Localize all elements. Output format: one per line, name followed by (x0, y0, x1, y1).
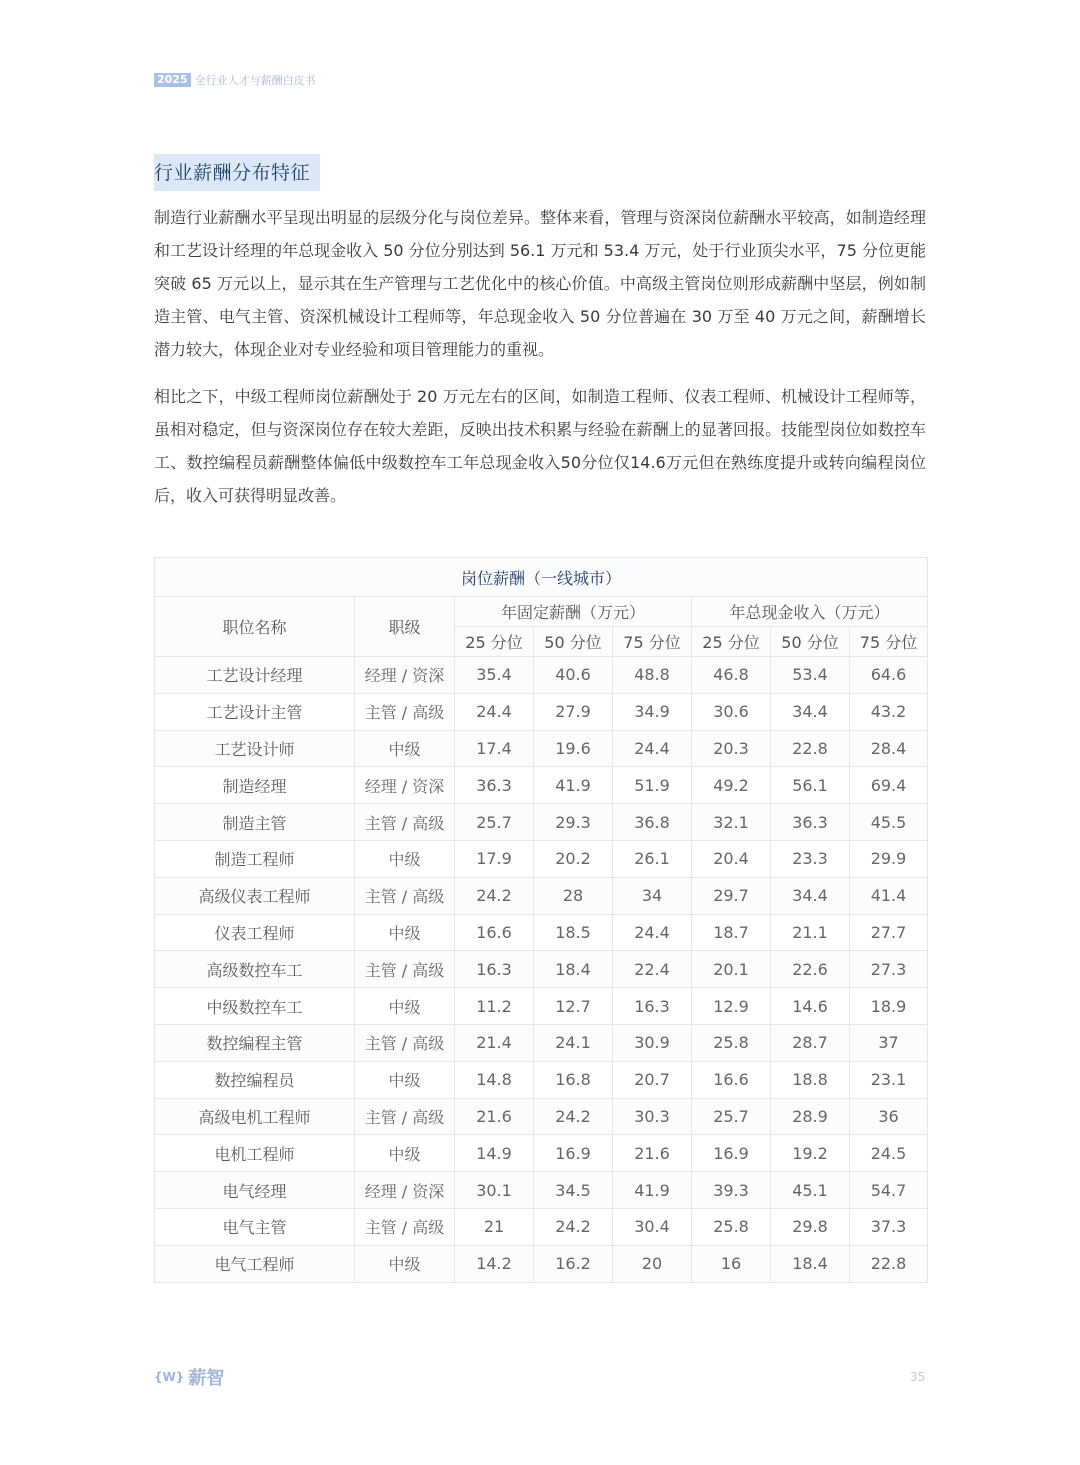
cell-salary-value: 29.9 (850, 840, 928, 877)
cell-salary-value: 39.3 (692, 1172, 771, 1209)
cell-salary-value: 22.4 (613, 951, 692, 988)
column-group-fixed-salary: 年固定薪酬（万元） (455, 597, 692, 627)
cell-salary-value: 22.6 (771, 951, 850, 988)
cell-salary-value: 30.3 (613, 1098, 692, 1135)
cell-salary-value: 16.6 (692, 1061, 771, 1098)
cell-job-level: 主管 / 高级 (355, 877, 455, 914)
column-header-percentile: 25 分位 (692, 627, 771, 657)
page-number: 35 (910, 1370, 926, 1384)
cell-salary-value: 34.4 (771, 693, 850, 730)
cell-salary-value: 14.2 (455, 1245, 534, 1282)
cell-salary-value: 20 (613, 1245, 692, 1282)
column-header-percentile: 25 分位 (455, 627, 534, 657)
table-row (155, 693, 928, 730)
cell-job-title: 制造主管 (155, 804, 355, 841)
cell-salary-value: 23.1 (850, 1061, 928, 1098)
cell-job-title: 工艺设计主管 (155, 693, 355, 730)
cell-salary-value: 36.8 (613, 804, 692, 841)
table-row (155, 840, 928, 877)
cell-job-level: 主管 / 高级 (355, 693, 455, 730)
cell-job-title: 工艺设计师 (155, 730, 355, 767)
cell-job-level: 经理 / 资深 (355, 657, 455, 694)
cell-salary-value: 16.2 (534, 1245, 613, 1282)
cell-salary-value: 20.7 (613, 1061, 692, 1098)
cell-salary-value: 22.8 (850, 1245, 928, 1282)
table-row (155, 988, 928, 1025)
table-row (155, 657, 928, 694)
table-row (155, 1024, 928, 1061)
table-row (155, 804, 928, 841)
column-header-percentile: 75 分位 (850, 627, 928, 657)
cell-job-level: 主管 / 高级 (355, 804, 455, 841)
cell-job-level: 中级 (355, 730, 455, 767)
cell-salary-value: 45.5 (850, 804, 928, 841)
document-title: 全行业人才与薪酬白皮书 (194, 74, 316, 87)
cell-salary-value: 36 (850, 1098, 928, 1135)
cell-salary-value: 16.8 (534, 1061, 613, 1098)
cell-salary-value: 16.3 (455, 951, 534, 988)
cell-salary-value: 41.9 (534, 767, 613, 804)
cell-salary-value: 20.1 (692, 951, 771, 988)
cell-salary-value: 18.8 (771, 1061, 850, 1098)
cell-salary-value: 27.7 (850, 914, 928, 951)
cell-job-title: 电气主管 (155, 1208, 355, 1245)
cell-salary-value: 24.2 (534, 1208, 613, 1245)
cell-salary-value: 16.9 (692, 1135, 771, 1172)
cell-job-level: 主管 / 高级 (355, 1208, 455, 1245)
cell-salary-value: 19.2 (771, 1135, 850, 1172)
table-row (155, 1172, 928, 1209)
cell-salary-value: 18.7 (692, 914, 771, 951)
cell-job-title: 数控编程员 (155, 1061, 355, 1098)
cell-salary-value: 24.5 (850, 1135, 928, 1172)
cell-job-title: 电机工程师 (155, 1135, 355, 1172)
cell-salary-value: 19.6 (534, 730, 613, 767)
cell-salary-value: 20.2 (534, 840, 613, 877)
cell-salary-value: 30.9 (613, 1024, 692, 1061)
cell-job-title: 制造经理 (155, 767, 355, 804)
cell-salary-value: 21 (455, 1208, 534, 1245)
cell-salary-value: 20.4 (692, 840, 771, 877)
table-row (155, 1208, 928, 1245)
column-header-percentile: 75 分位 (613, 627, 692, 657)
cell-salary-value: 56.1 (771, 767, 850, 804)
cell-salary-value: 28 (534, 877, 613, 914)
cell-job-title: 高级电机工程师 (155, 1098, 355, 1135)
cell-job-title: 高级仪表工程师 (155, 877, 355, 914)
column-group-total-cash: 年总现金收入（万元） (692, 597, 928, 627)
cell-salary-value: 34.4 (771, 877, 850, 914)
cell-salary-value: 26.1 (613, 840, 692, 877)
cell-salary-value: 41.9 (613, 1172, 692, 1209)
cell-salary-value: 29.3 (534, 804, 613, 841)
cell-salary-value: 46.8 (692, 657, 771, 694)
cell-salary-value: 43.2 (850, 693, 928, 730)
cell-salary-value: 64.6 (850, 657, 928, 694)
cell-salary-value: 12.7 (534, 988, 613, 1025)
cell-salary-value: 25.7 (692, 1098, 771, 1135)
cell-salary-value: 34 (613, 877, 692, 914)
cell-salary-value: 23.3 (771, 840, 850, 877)
cell-job-title: 高级数控车工 (155, 951, 355, 988)
cell-job-level: 经理 / 资深 (355, 767, 455, 804)
cell-salary-value: 17.9 (455, 840, 534, 877)
cell-salary-value: 21.6 (455, 1098, 534, 1135)
cell-salary-value: 36.3 (455, 767, 534, 804)
logo-icon: {W} (154, 1370, 185, 1384)
cell-salary-value: 18.5 (534, 914, 613, 951)
cell-salary-value: 34.5 (534, 1172, 613, 1209)
cell-salary-value: 49.2 (692, 767, 771, 804)
cell-salary-value: 16.9 (534, 1135, 613, 1172)
cell-salary-value: 14.6 (771, 988, 850, 1025)
cell-salary-value: 25.8 (692, 1024, 771, 1061)
paragraph: 制造行业薪酬水平呈现出明显的层级分化与岗位差异。整体来看，管理与资深岗位薪酬水平较高，如制造经理和工艺设计经理的年总现金收入 50 分位分别达到 56.1 万元和 53.4 万元，处于行业顶尖水平，75 分位更能突破 65 万元以上，显示其在生产管理与工艺优化中的核心价值。中高级主管岗位则形成薪酬中坚层，例如制造主管、电气主管、资深机械设计工程师等，年总现金收入 50 分位普遍在 30 万至 40 万元之间，薪酬增长潜力较大，体现企业对专业经验和项目管理能力的重视。 (154, 208, 926, 359)
table-row (155, 877, 928, 914)
column-header-percentile: 50 分位 (534, 627, 613, 657)
cell-salary-value: 30.6 (692, 693, 771, 730)
cell-job-level: 中级 (355, 1061, 455, 1098)
cell-salary-value: 30.4 (613, 1208, 692, 1245)
cell-salary-value: 32.1 (692, 804, 771, 841)
table-row (155, 730, 928, 767)
cell-job-level: 经理 / 资深 (355, 1172, 455, 1209)
cell-job-level: 中级 (355, 1245, 455, 1282)
cell-salary-value: 16.6 (455, 914, 534, 951)
year-badge: 2025 (154, 73, 191, 87)
cell-salary-value: 24.1 (534, 1024, 613, 1061)
cell-salary-value: 24.4 (613, 914, 692, 951)
page-header (154, 72, 316, 88)
cell-job-title: 仪表工程师 (155, 914, 355, 951)
cell-salary-value: 25.8 (692, 1208, 771, 1245)
cell-salary-value: 21.1 (771, 914, 850, 951)
cell-salary-value: 40.6 (534, 657, 613, 694)
cell-salary-value: 51.9 (613, 767, 692, 804)
cell-salary-value: 21.6 (613, 1135, 692, 1172)
table-row (155, 1098, 928, 1135)
cell-job-title: 制造工程师 (155, 840, 355, 877)
cell-salary-value: 14.9 (455, 1135, 534, 1172)
cell-salary-value: 36.3 (771, 804, 850, 841)
cell-salary-value: 28.9 (771, 1098, 850, 1135)
cell-job-title: 电气经理 (155, 1172, 355, 1209)
cell-salary-value: 25.7 (455, 804, 534, 841)
salary-table (154, 557, 928, 1283)
cell-salary-value: 21.4 (455, 1024, 534, 1061)
cell-salary-value: 41.4 (850, 877, 928, 914)
cell-salary-value: 27.9 (534, 693, 613, 730)
table-row (155, 1135, 928, 1172)
cell-job-title: 数控编程主管 (155, 1024, 355, 1061)
section-title: 行业薪酬分布特征 (154, 154, 320, 191)
logo-text: 薪智 (188, 1368, 225, 1389)
cell-salary-value: 16 (692, 1245, 771, 1282)
paragraph: 相比之下，中级工程师岗位薪酬处于 20 万元左右的区间，如制造工程师、仪表工程师、机械设计工程师等，虽相对稳定，但与资深岗位存在较大差距，反映出技术积累与经验在薪酬上的显著回报。技能型岗位如数控车工、数控编程员薪酬整体偏低中级数控车工年总现金收入50分位仅14.6万元但在熟练度提升或转向编程岗位后，收入可获得明显改善。 (154, 387, 926, 505)
cell-salary-value: 18.4 (534, 951, 613, 988)
cell-job-level: 中级 (355, 840, 455, 877)
cell-job-level: 主管 / 高级 (355, 1024, 455, 1061)
cell-job-level: 主管 / 高级 (355, 951, 455, 988)
cell-salary-value: 11.2 (455, 988, 534, 1025)
cell-salary-value: 28.4 (850, 730, 928, 767)
cell-salary-value: 14.8 (455, 1061, 534, 1098)
cell-salary-value: 30.1 (455, 1172, 534, 1209)
cell-job-level: 中级 (355, 988, 455, 1025)
cell-salary-value: 53.4 (771, 657, 850, 694)
cell-job-title: 工艺设计经理 (155, 657, 355, 694)
cell-salary-value: 45.1 (771, 1172, 850, 1209)
cell-salary-value: 27.3 (850, 951, 928, 988)
cell-salary-value: 24.4 (455, 693, 534, 730)
cell-salary-value: 29.7 (692, 877, 771, 914)
cell-salary-value: 28.7 (771, 1024, 850, 1061)
cell-salary-value: 24.2 (534, 1098, 613, 1135)
cell-salary-value: 69.4 (850, 767, 928, 804)
table-row (155, 1061, 928, 1098)
table-row (155, 951, 928, 988)
cell-salary-value: 35.4 (455, 657, 534, 694)
cell-salary-value: 16.3 (613, 988, 692, 1025)
table-row (155, 1245, 928, 1282)
cell-salary-value: 48.8 (613, 657, 692, 694)
column-header-level: 职级 (355, 597, 455, 657)
cell-job-title: 中级数控车工 (155, 988, 355, 1025)
cell-salary-value: 18.4 (771, 1245, 850, 1282)
cell-salary-value: 20.3 (692, 730, 771, 767)
cell-salary-value: 22.8 (771, 730, 850, 767)
table-row (155, 914, 928, 951)
cell-salary-value: 24.4 (613, 730, 692, 767)
table-title: 岗位薪酬（一线城市） (155, 558, 928, 597)
cell-salary-value: 54.7 (850, 1172, 928, 1209)
cell-salary-value: 37.3 (850, 1208, 928, 1245)
cell-job-title: 电气工程师 (155, 1245, 355, 1282)
cell-salary-value: 29.8 (771, 1208, 850, 1245)
column-header-percentile: 50 分位 (771, 627, 850, 657)
column-header-name: 职位名称 (155, 597, 355, 657)
cell-job-level: 中级 (355, 1135, 455, 1172)
table-body (155, 657, 928, 1283)
cell-salary-value: 17.4 (455, 730, 534, 767)
cell-job-level: 主管 / 高级 (355, 1098, 455, 1135)
cell-salary-value: 37 (850, 1024, 928, 1061)
table-row (155, 767, 928, 804)
footer-logo (154, 1364, 224, 1390)
cell-salary-value: 34.9 (613, 693, 692, 730)
cell-salary-value: 12.9 (692, 988, 771, 1025)
cell-job-level: 中级 (355, 914, 455, 951)
cell-salary-value: 24.2 (455, 877, 534, 914)
cell-salary-value: 18.9 (850, 988, 928, 1025)
